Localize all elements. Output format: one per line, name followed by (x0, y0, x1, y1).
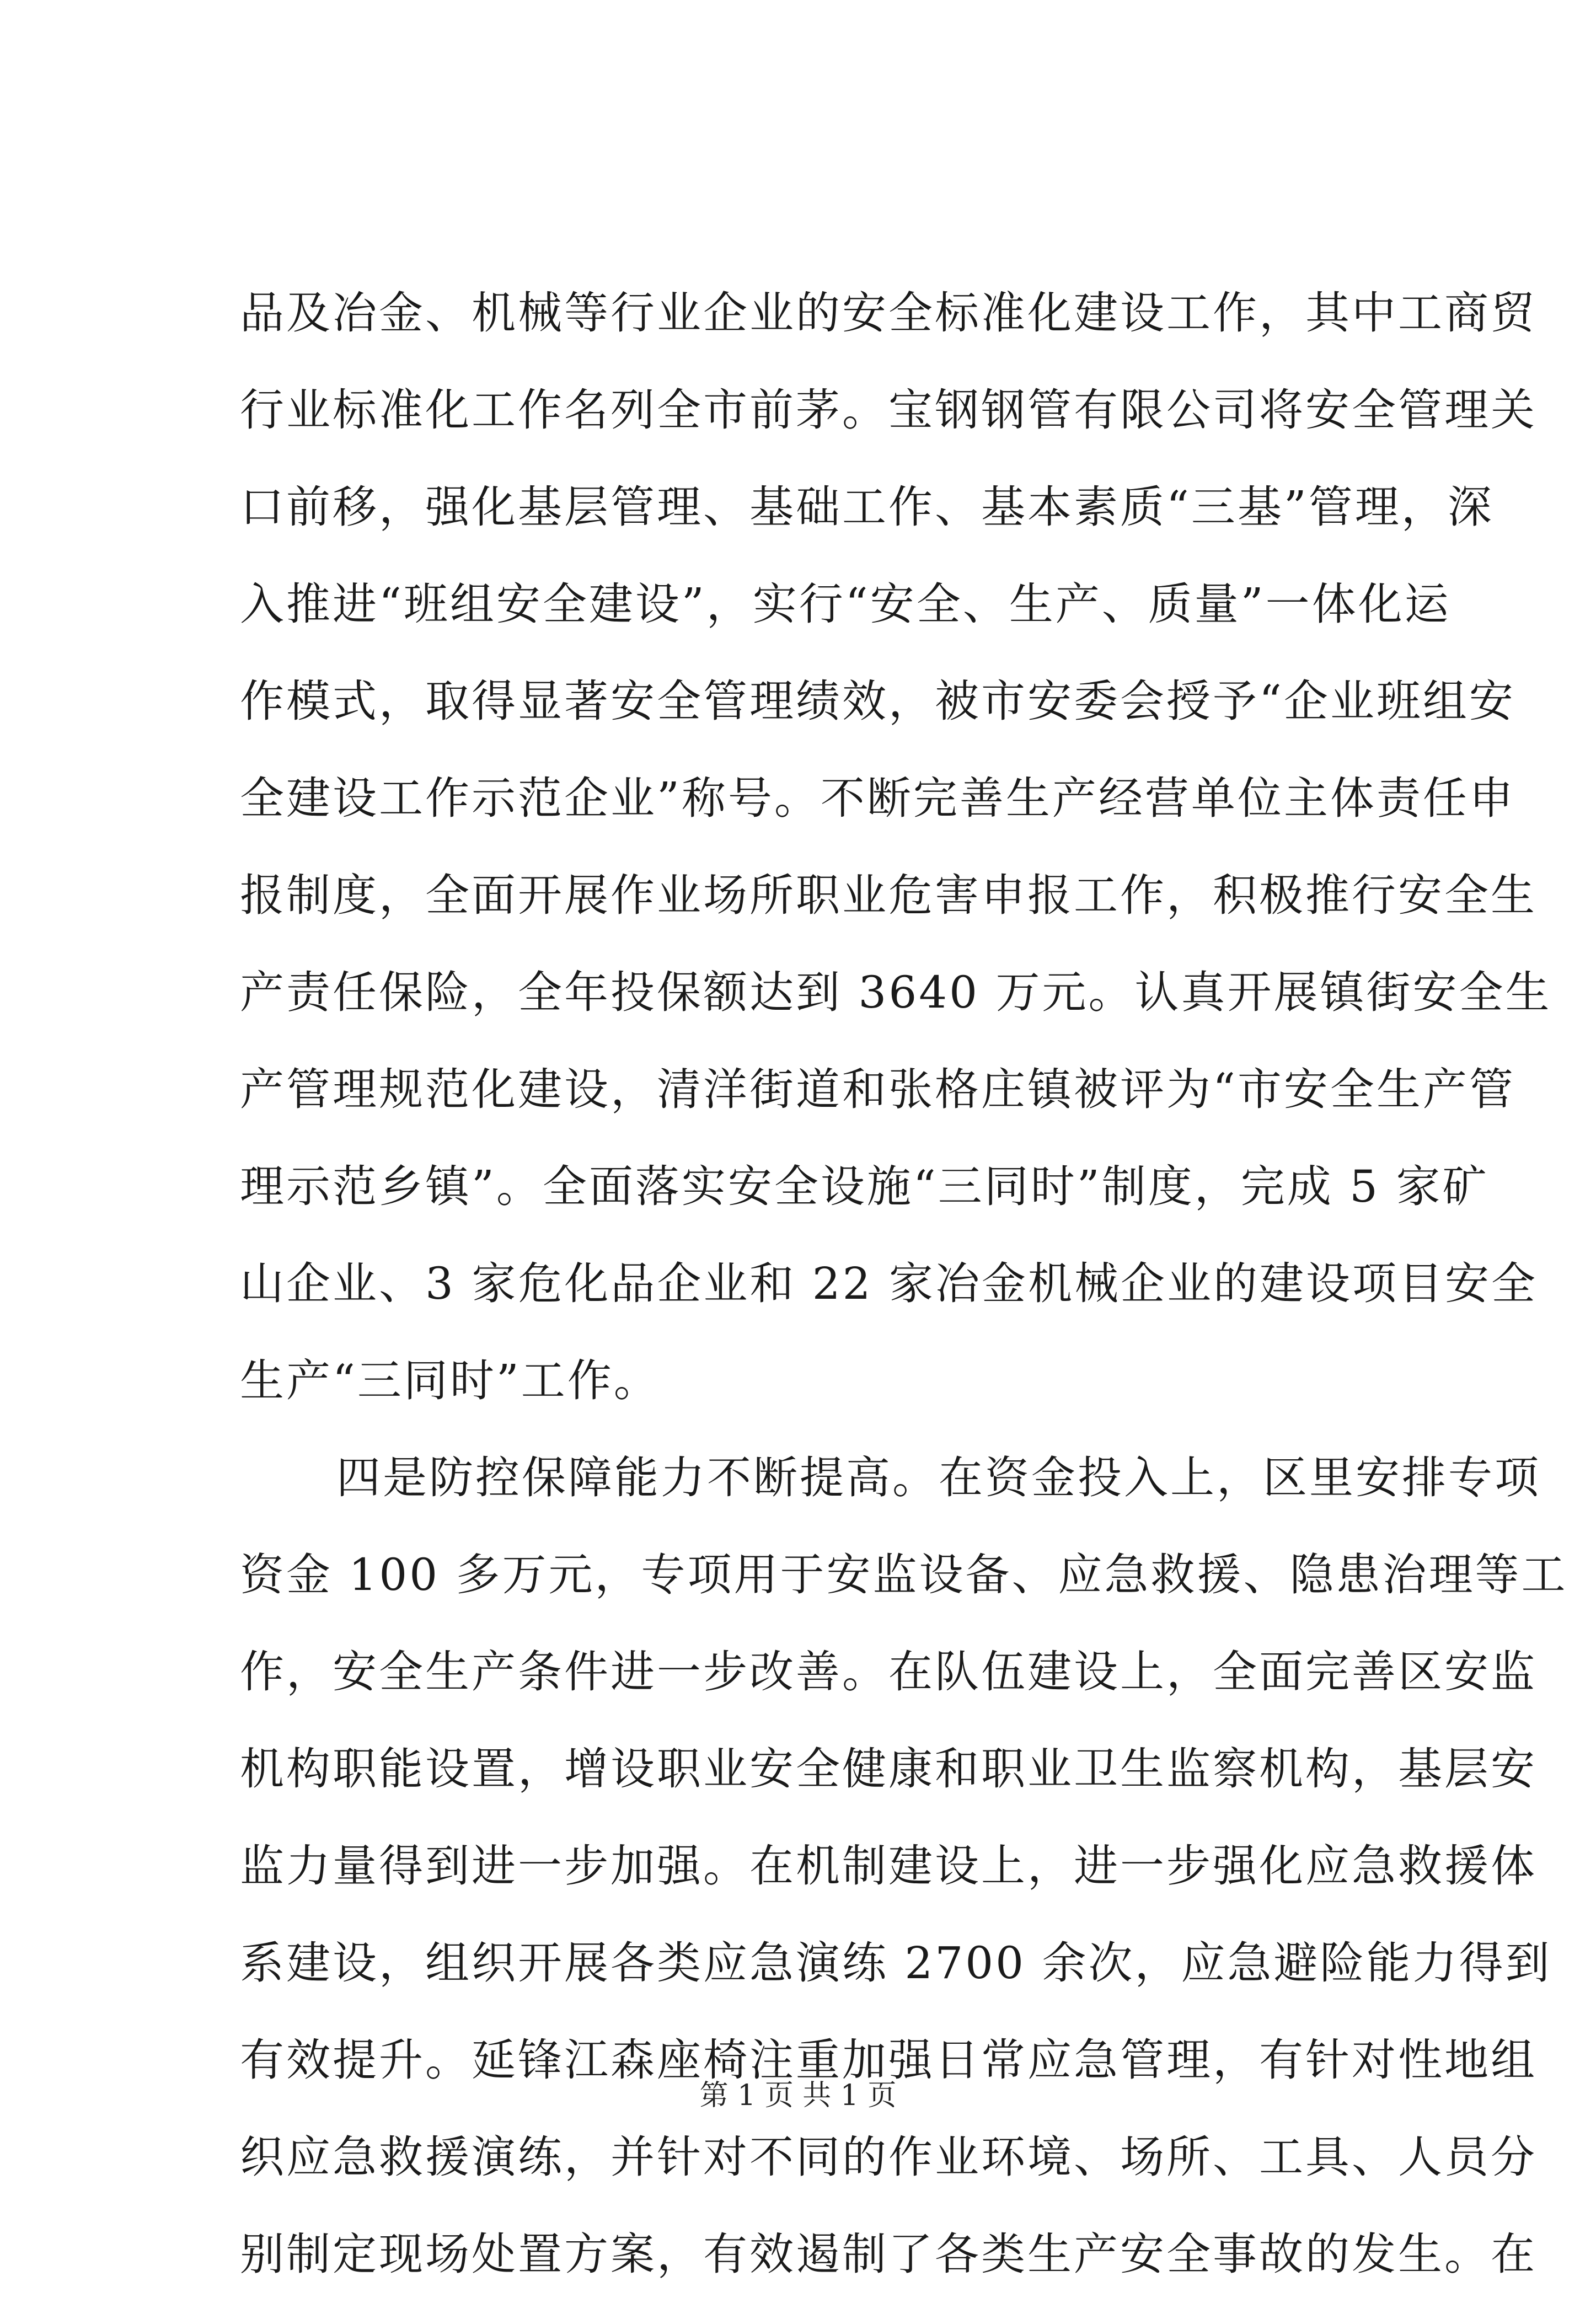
text-line: 机构职能设置，增设职业安全健康和职业卫生监察机构，基层安 (240, 1743, 1537, 1795)
text-line: 监力量得到进一步加强。在机制建设上，进一步强化应急救援体 (240, 1840, 1537, 1892)
document-body (240, 265, 1568, 2303)
text-line: 全建设工作示范企业”称号。不断完善生产经营单位主体责任申 (240, 773, 1515, 824)
text-line: 资金 100 多万元，专项用于安监设备、应急救援、隐患治理等工 (240, 1549, 1568, 1600)
text-line: 别制定现场处置方案，有效遏制了各类生产安全事故的发生。在 (240, 2229, 1537, 2280)
text-line: 系建设，组织开展各类应急演练 2700 余次，应急避险能力得到 (240, 1937, 1552, 1989)
paragraph-2 (240, 1429, 1568, 2303)
text-line: 行业标准化工作名列全市前茅。宝钢钢管有限公司将安全管理关 (240, 384, 1537, 436)
text-line: 山企业、3 家危化品企业和 22 家冶金机械企业的建设项目安全 (240, 1258, 1538, 1309)
page-number-label: 第 1 页 共 1 页 (699, 2079, 897, 2112)
text-line: 品及冶金、机械等行业企业的安全标准化建设工作，其中工商贸 (240, 287, 1537, 339)
text-line: 理示范乡镇”。全面落实安全设施“三同时”制度，完成 5 家矿 (240, 1161, 1489, 1212)
text-line: 产责任保险，全年投保额达到 3640 万元。认真开展镇街安全生 (240, 967, 1552, 1018)
text-line: 产管理规范化建设，清洋街道和张格庄镇被评为“市安全生产管 (240, 1064, 1515, 1115)
text-line: 作，安全生产条件进一步改善。在队伍建设上，全面完善区安监 (240, 1646, 1537, 1697)
text-line: 织应急救援演练，并针对不同的作业环境、场所、工具、人员分 (240, 2131, 1537, 2183)
text-line: 报制度，全面开展作业场所职业危害申报工作，积极推行安全生 (240, 870, 1537, 921)
text-line: 有效提升。延锋江森座椅注重加强日常应急管理，有针对性地组 (240, 2034, 1537, 2086)
text-line: 作模式，取得显著安全管理绩效，被市安委会授予“企业班组安 (240, 676, 1515, 727)
text-line: 口前移，强化基层管理、基础工作、基本素质“三基”管理，深 (240, 481, 1494, 533)
text-line: 入推进“班组安全建设”，实行“安全、生产、质量”一体化运 (240, 579, 1451, 630)
paragraph-1 (240, 265, 1552, 1429)
text-line: 四是防控保障能力不断提高。在资金投入上，区里安排专项 (336, 1452, 1541, 1503)
text-line: 生产“三同时”工作。 (240, 1355, 660, 1406)
page-footer (0, 2074, 1596, 2118)
